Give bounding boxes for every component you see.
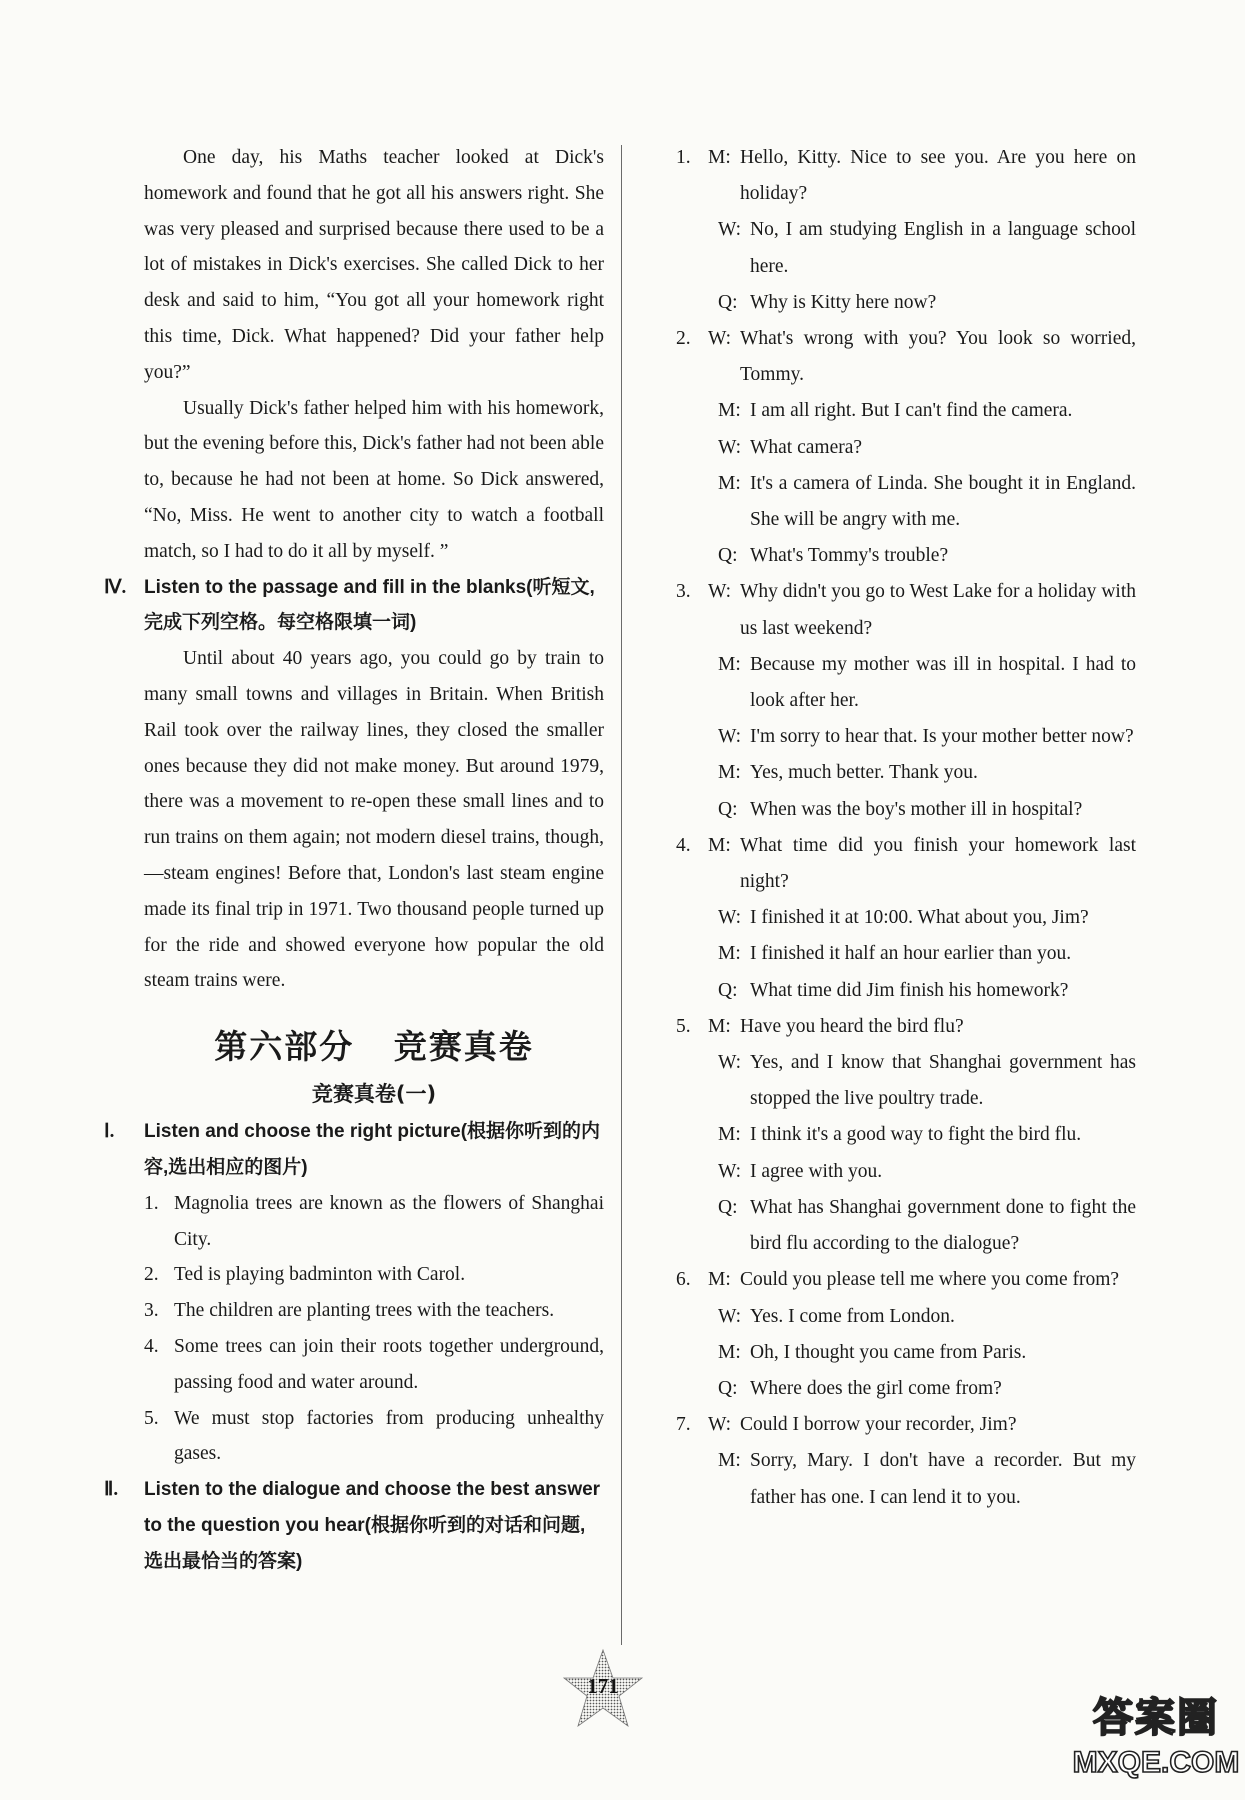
section-2-number: Ⅱ. bbox=[104, 1479, 119, 1501]
speaker-label: W: bbox=[718, 726, 742, 748]
dialogue-line bbox=[676, 1299, 1136, 1335]
dialogue-text: Where does the girl come from? bbox=[750, 1377, 1002, 1399]
section-2-heading bbox=[104, 1472, 604, 1579]
speaker-label: M: bbox=[718, 762, 741, 784]
paper-subtitle: 竞赛真卷(一) bbox=[311, 1082, 437, 1107]
section-4-title: Listen to the passage and fill in the blanks(听短文,完成下列空格。每空格限填一词) bbox=[144, 576, 595, 634]
speaker-label: M: bbox=[718, 653, 741, 675]
speaker-label: W: bbox=[708, 581, 732, 603]
dialogue-item bbox=[676, 828, 1136, 1009]
speaker-label: M: bbox=[718, 1124, 741, 1146]
section-1-heading bbox=[104, 1114, 604, 1186]
right-column-dialogues bbox=[676, 140, 1136, 1516]
dialogue-text: No, I am studying English in a language school here. bbox=[750, 219, 1136, 277]
dialogue-line bbox=[676, 1262, 1136, 1298]
section-1-number: Ⅰ. bbox=[104, 1121, 115, 1143]
item-text: The children are planting trees with the teachers. bbox=[174, 1300, 555, 1322]
dialogue-item bbox=[676, 1009, 1136, 1262]
section-1-item bbox=[144, 1186, 604, 1258]
dialogue-text: I agree with you. bbox=[750, 1160, 883, 1182]
dialogue-text: Because my mother was ill in hospital. I had to look after her. bbox=[750, 653, 1136, 712]
dialogue-number: 4. bbox=[676, 834, 691, 856]
dialogue-text: It's a camera of Linda. She bought it in England. She will be angry with me. bbox=[750, 472, 1136, 531]
section-2-title: Listen to the dialogue and choose the best answer to the question you hear(根据你听到的对话和问题,选出最恰当的答案) bbox=[144, 1479, 601, 1572]
speaker-label: M: bbox=[708, 1269, 731, 1291]
dialogue-text: What camera? bbox=[750, 436, 863, 458]
speaker-label: W: bbox=[718, 907, 742, 929]
dialogue-line bbox=[676, 574, 1136, 646]
dialogue-line bbox=[676, 285, 1136, 321]
item-number: 3. bbox=[144, 1300, 159, 1322]
item-text: Magnolia trees are known as the flowers of Shanghai City. bbox=[174, 1192, 604, 1250]
dialogue-number: 6. bbox=[676, 1269, 691, 1291]
section-4-number: Ⅳ. bbox=[104, 576, 127, 598]
section-1-items bbox=[144, 1186, 604, 1472]
section-1-item bbox=[144, 1293, 604, 1329]
speaker-label: W: bbox=[718, 219, 742, 241]
section-1-title: Listen and choose the right picture(根据你听到的内容,选出相应的图片) bbox=[144, 1121, 601, 1178]
dialogue-line bbox=[676, 212, 1136, 284]
page-number-badge bbox=[562, 1648, 644, 1730]
dialogue-text: Hello, Kitty. Nice to see you. Are you here on holiday? bbox=[740, 147, 1136, 205]
dialogue-text: What time did you finish your homework last night? bbox=[740, 834, 1136, 893]
dialogue-line bbox=[676, 1117, 1136, 1153]
dialogue-line bbox=[676, 1371, 1136, 1407]
speaker-label: M: bbox=[708, 147, 731, 168]
dialogue-item bbox=[676, 574, 1136, 827]
item-number: 5. bbox=[144, 1407, 159, 1429]
page-number: 171 bbox=[587, 1674, 619, 1698]
dialogue-number: 5. bbox=[676, 1015, 691, 1037]
dialogue-text: I think it's a good way to fight the bird flu. bbox=[750, 1124, 1082, 1146]
speaker-label: M: bbox=[718, 1341, 741, 1363]
dialogue-line bbox=[676, 1154, 1136, 1190]
watermark-logo-cn: 答案圈 bbox=[1093, 1695, 1219, 1741]
dialogue-line bbox=[676, 900, 1136, 936]
dialogue-number: 7. bbox=[676, 1414, 691, 1436]
speaker-label: Q: bbox=[718, 545, 738, 567]
dialogue-text: What time did Jim finish his homework? bbox=[750, 979, 1069, 1001]
dialogue-item bbox=[676, 1407, 1136, 1516]
speaker-label: W: bbox=[718, 1160, 742, 1182]
dialogue-text: Have you heard the bird flu? bbox=[740, 1015, 964, 1037]
dialogue-text: Oh, I thought you came from Paris. bbox=[750, 1341, 1027, 1363]
dialogue-text: Sorry, Mary. I don't have a recorder. But my father has one. I can lend it to you. bbox=[750, 1450, 1136, 1508]
dialogue-item bbox=[676, 140, 1136, 321]
dialogue-line bbox=[676, 792, 1136, 828]
item-text: We must stop factories from producing unhealthy gases. bbox=[174, 1407, 604, 1465]
dialogue-line bbox=[676, 321, 1136, 393]
speaker-label: M: bbox=[718, 943, 741, 965]
item-number: 4. bbox=[144, 1335, 159, 1357]
dialogue-text: What has Shanghai government done to fight the bird flu according to the dialogue? bbox=[750, 1196, 1136, 1255]
item-number: 1. bbox=[144, 1192, 159, 1214]
part-title: 第六部分 竞赛真卷 bbox=[214, 1027, 534, 1067]
dialogue-line bbox=[676, 1190, 1136, 1262]
dialogue-line bbox=[676, 1407, 1136, 1443]
speaker-label: Q: bbox=[718, 798, 738, 820]
dialogue-line bbox=[676, 719, 1136, 755]
dialogue-text: What's Tommy's trouble? bbox=[750, 545, 949, 567]
dialogue-number: 2. bbox=[676, 328, 691, 350]
dialogue-line bbox=[676, 538, 1136, 574]
speaker-label: W: bbox=[708, 1414, 732, 1436]
dialogue-text: Could you please tell me where you come from? bbox=[740, 1269, 1120, 1291]
dialogue-text: I finished it at 10:00. What about you, Jim? bbox=[750, 907, 1089, 929]
section-1-item bbox=[144, 1329, 604, 1401]
speaker-label: Q: bbox=[718, 979, 738, 1001]
watermark-logo bbox=[1072, 1686, 1240, 1796]
dialogue-line bbox=[676, 973, 1136, 1009]
dialogue-text: I am all right. But I can't find the camera. bbox=[750, 400, 1073, 422]
dialogue-item bbox=[676, 321, 1136, 574]
dialogue-line bbox=[676, 1443, 1136, 1515]
item-text: Some trees can join their roots together underground, passing food and water around. bbox=[174, 1335, 604, 1393]
dialogue-line bbox=[676, 647, 1136, 719]
speaker-label: W: bbox=[718, 1305, 742, 1327]
dialogue-line bbox=[676, 828, 1136, 900]
story-paragraph-2: Usually Dick's father helped him with his homework, but the evening before this, Dick's father had not been able to, because he had not been at home. So Dick answered, “No, Miss. He went to another city to watch a football match, so I had to do it all by myself. ” bbox=[144, 397, 604, 562]
dialogue-line bbox=[676, 1045, 1136, 1117]
speaker-label: Q: bbox=[718, 291, 738, 313]
passage-paragraph: Until about 40 years ago, you could go by train to many small towns and villages in Britain. When British Rail took over the railway lines, they closed the smaller ones because they did not make money. But around 1979, there was a movement to re-open these small lines and to run trains on them again; not modern diesel trains, though, —steam engines! Before that, London's last steam engine made its final trip in 1971. Two thousand people turned up for the ride and showed everyone how popular the old steam trains were. bbox=[144, 648, 604, 992]
dialogue-text: Why didn't you go to West Lake for a holiday with us last weekend? bbox=[740, 581, 1136, 639]
dialogue-text: Yes. I come from London. bbox=[750, 1305, 955, 1327]
speaker-label: M: bbox=[708, 834, 731, 856]
dialogue-text: Why is Kitty here now? bbox=[750, 291, 937, 313]
item-number: 2. bbox=[144, 1264, 159, 1286]
speaker-label: W: bbox=[708, 328, 732, 350]
speaker-label: W: bbox=[718, 436, 742, 458]
dialogue-item bbox=[676, 1262, 1136, 1407]
dialogue-text: Could I borrow your recorder, Jim? bbox=[740, 1414, 1017, 1436]
section-4-heading bbox=[104, 570, 604, 642]
watermark-logo-en: MXQE.COM bbox=[1072, 1746, 1240, 1779]
dialogue-line bbox=[676, 466, 1136, 538]
dialogue-text: When was the boy's mother ill in hospital? bbox=[750, 798, 1083, 820]
item-text: Ted is playing badminton with Carol. bbox=[174, 1264, 466, 1286]
dialogue-line bbox=[676, 755, 1136, 791]
speaker-label: M: bbox=[708, 1015, 731, 1037]
dialogue-text: Yes, much better. Thank you. bbox=[750, 762, 978, 784]
speaker-label: Q: bbox=[718, 1196, 738, 1218]
dialogue-text: What's wrong with you? You look so worried, Tommy. bbox=[740, 328, 1136, 386]
dialogue-text: Yes, and I know that Shanghai government has stopped the live poultry trade. bbox=[750, 1052, 1136, 1110]
dialogue-line bbox=[676, 393, 1136, 429]
dialogue-line bbox=[676, 1009, 1136, 1045]
story-paragraph-1: One day, his Maths teacher looked at Dick's homework and found that he got all his answers right. She was very pleased and surprised because there used to be a lot of mistakes in Dick's exercises. She called Dick to her desk and said to him, “You got all your homework right this time, Dick. What happened? Did your father help you?” bbox=[144, 147, 604, 383]
dialogue-text: I finished it half an hour earlier than you. bbox=[750, 943, 1072, 965]
dialogue-line bbox=[676, 430, 1136, 466]
dialogue-number: 1. bbox=[676, 147, 691, 168]
section-1-item bbox=[144, 1401, 604, 1473]
column-divider bbox=[621, 145, 622, 1645]
section-1-item bbox=[144, 1257, 604, 1293]
dialogue-line bbox=[676, 936, 1136, 972]
dialogue-line bbox=[676, 140, 1136, 212]
dialogue-number: 3. bbox=[676, 581, 691, 603]
speaker-label: M: bbox=[718, 400, 741, 422]
speaker-label: M: bbox=[718, 1450, 741, 1472]
speaker-label: M: bbox=[718, 472, 741, 494]
speaker-label: W: bbox=[718, 1052, 742, 1074]
left-column bbox=[104, 140, 604, 1579]
dialogue-text: I'm sorry to hear that. Is your mother better now? bbox=[750, 726, 1134, 748]
speaker-label: Q: bbox=[718, 1377, 738, 1399]
dialogue-line bbox=[676, 1335, 1136, 1371]
